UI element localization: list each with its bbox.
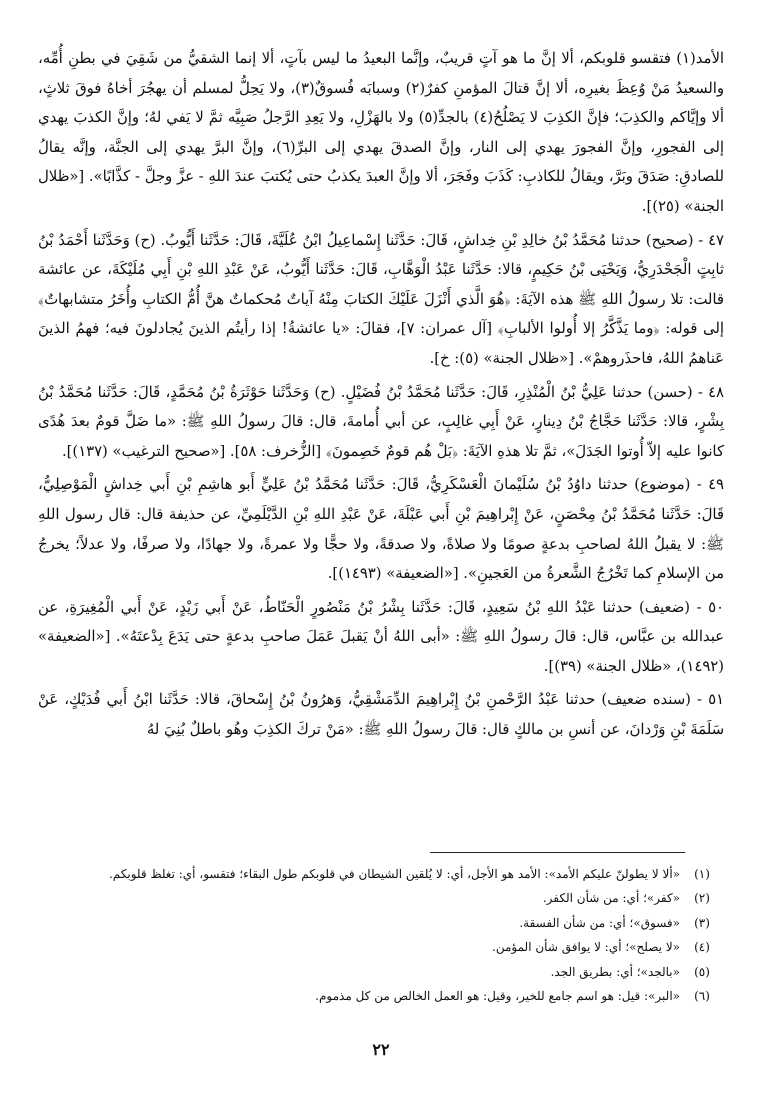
paragraph-hadith-47: ٤٧ - (صحيح) حدثنا مُحَمَّدُ بْنُ خالِدِ بْنِ خِداشٍ، قَالَ: حَدَّثَنا إِسْماعِيلُ ابْنُ عُلَيَّةَ، قَالَ: حَدَّثَنا أَيُّوبُ. (ح) وَحَدَّثَنا أَحْمَدُ بْنُ ثابِتٍ الْجَحْدَرِيُّ، وَيَحْيَى بْنُ حَكِيمٍ، قالا: حَدَّثَنا عَبْدُ الْوَهَّابِ، قَالَ: حَدَّثَنا أَيُّوبُ، عَنْ عَبْدِ اللهِ بْنِ أَبِي مُلَيْكَةَ، عن عائشة قالت: تلا رسولُ اللهِ ﷺ هذه الآيَةَ: ﴿هُوَ الَّذي أَنْزَلَ عَلَيْكَ الكتابَ مِنْهُ آياتٌ مُحكماتٌ هنَّ أُمُّ الكتابِ وأُخَرُ متشابهاتٌ﴾ إلى قوله: ﴿وما يَذَّكَّرُ إلا أُولوا الألبابِ﴾ [آل عمران: ٧]، فقالَ: «يا عائشةُ! إذا رأيتُم الذينَ يُجادلونَ فيه؛ فهمُ الذينَ عَناهمُ اللهُ، فاحذَروهمْ». [«ظلال الجنة» (٥): خ]. bbox=[38, 231, 725, 367]
footnote-number: (٤) bbox=[694, 940, 710, 955]
footnote-text: «كفر»؛ أي: من شأن الكفر. bbox=[542, 891, 680, 906]
paragraph-hadith-48: ٤٨ - (حسن) حدثنا عَلِيُّ بْنُ الْمُنْذِرِ، قَالَ: حَدَّثَنا مُحَمَّدُ بْنُ فُضَيْلٍ. (ح) وَحَدَّثَنا حَوْثَرَةُ بْنُ مُحَمَّدٍ، قَالَ: حَدَّثَنا مُحَمَّدُ بْنُ بِشْرٍ، قالا: حَدَّثَنا حَجَّاجُ بْنُ دِينارٍ، عَنْ أَبِي غالِبٍ، عن أبي أُمامةَ، قال: قالَ رسولُ اللهِ ﷺ: «ما ضَلَّ قومٌ بعدَ هُدًى كانوا عليه إلاّ أُوتوا الجَدَلَ»، ثمَّ تلا هذهِ الآيَةَ: ﴿بَلْ هُم قومٌ خَصِمونَ﴾ [الزُّخرف: ٥٨]. [«صحيح الترغيب» (١٣٧)]. bbox=[38, 383, 724, 460]
footnote-number: (٣) bbox=[694, 915, 710, 930]
footnote-item bbox=[38, 886, 724, 910]
paragraph-hadith-50: ٥٠ - (ضعيف) حدثنا عَبْدُ اللهِ بْنُ سَعِيدٍ، قَالَ: حَدَّثَنا بِشْرُ بْنُ مَنْصُورٍ الْحَنّاطُ، عَنْ أَبي زَيْدٍ، عَنْ أَبي الْمُغِيرَةِ، عن عبدالله بن عبَّاس، قال: قالَ رسولُ اللهِ ﷺ: «أبى اللهُ أنْ يَقبلَ عَمَلَ صاحبِ بدعةٍ حتى يَدَعَ بِدْعتَهُ». [«الضعيفة» (١٤٩٢)، «ظلال الجنة» (٣٩)]. bbox=[38, 598, 724, 675]
main-text bbox=[38, 44, 724, 745]
page-number: ٢٢ bbox=[372, 1040, 390, 1059]
paragraph-hadith-49: ٤٩ - (موضوع) حدثنا داوُدُ بْنُ سُلَيْمانَ الْعَسْكَرِيُّ، قَالَ: حَدَّثَنا مُحَمَّدُ بْنُ عَلِيٍّ أَبو هاشِمِ بْنِ أَبي خِداشٍ الْمَوْصِلِيُّ، قَالَ: حَدَّثَنا مُحَمَّدُ بْنُ مِحْصَنٍ، عَنْ إِبْراهِيمَ بْنِ أَبي عَبْلَةَ، عَنْ عَبْدِ اللهِ بْنِ الدَّيْلَمِيِّ، عن حذيفة قال: قال رسول اللهِ ﷺ: لا يقبلُ اللهُ لصاحبِ بدعةٍ صومًا ولا صلاةً، ولا صدقةً، ولا حجًّا ولا عمرةً، ولا جهادًا، ولا صرفًا، ولا عدلاً؛ يخرجُ من الإسلامِ كما تَخْرُجُ الشَّعرةُ من العَجينِ». [«الضعيفة» (١٤٩٣)]. bbox=[38, 476, 724, 583]
footnote-number: (٢) bbox=[694, 891, 710, 906]
footnote-divider bbox=[430, 852, 685, 853]
footnote-text: «فسوق»؛ أي: من شأن الفسقة. bbox=[519, 915, 680, 930]
footnote-text: «بالجد»؛ أي: بطريق الجد. bbox=[550, 964, 680, 979]
footnote-text: «البر»: قيل: هو اسم جامع للخير، وقيل: هو العمل الخالص من كل مذموم. bbox=[315, 989, 680, 1004]
footnote-text: «لا يصلح»؛ أي: لا يوافق شأن المؤمن. bbox=[492, 940, 680, 955]
paragraph-continued-hadith: الأمد(١) فتقسو قلوبكم، ألا إنَّ ما هو آتٍ قريبٌ، وإنَّما البعيدُ ما ليس بآتٍ، ألا إنما الشقيُّ من شَقِيَ في بطنِ أُمِّه، والسعيدُ مَنْ وُعِظَ بغيرِه، ألا إنَّ قتالَ المؤمنِ كفرٌ(٢) وسبابَه فُسوقٌ(٣)، ولا يَحِلُّ لمسلم أن يهجُرَ أخاهُ فوقَ ثلاثٍ، ألا وإيَّاكم والكذِبَ؛ فإنَّ الكذِبَ لا يَصْلُحُ(٤) بالجدِّ(٥) ولا بالهَزْلِ، ولا يَعِدِ الرَّجلُ صَبِيَّه ثمَّ لا يَفي لهُ؛ وإنَّ الكذبَ يهدي إلى الفجورِ، وإنَّ الفجورَ يهدي إلى النار، وإنَّ الصدقَ يهدي إلى البرِّ(٦)، وإنَّ البرَّ يهدي إلى الجنَّة، وإنَّه يقالُ للصادقِ: صَدَقَ وبَرَّ، ويقالُ للكاذبِ: كَذَبَ وفَجَرَ، ألا وإنَّ العبدَ يكذبُ حتى يُكتبَ عندَ اللهِ - عزَّ وجلَّ - كذَّابًا». [«ظلال الجنة» (٢٥)]. bbox=[38, 50, 725, 215]
footnote-number: (١) bbox=[694, 867, 710, 881]
footnote-item bbox=[38, 911, 724, 935]
paragraph-hadith-51: ٥١ - (سنده ضعيف) حدثنا عَبْدُ الرَّحْمنِ بْنُ إِبْراهِيمَ الدِّمَشْقِيُّ، وَهرُونُ بْنُ إِسْحاقَ، قالا: حَدَّثَنا ابْنُ أَبي فُدَيْكٍ، عَنْ سَلَمَةَ بْنِ وَرْدانَ، عن أنسِ بن مالكٍ قال: قالَ رسولُ اللهِ ﷺ: «مَنْ تركَ الكذِبَ وهُو باطلٌ بُنِيَ لهُ bbox=[38, 691, 724, 739]
footnote-item bbox=[38, 960, 724, 984]
footnote-item bbox=[38, 984, 724, 1008]
footnote-item bbox=[38, 935, 724, 959]
footnote-text: «ألا لا يطولنّ عليكم الأمد»: الأمد هو الأجل، أي: لا يُلقين الشيطان في قلوبكم طول البقاء؛ فتقسو، أي: تغلظ قلوبكم. bbox=[108, 867, 680, 881]
footnote-number: (٦) bbox=[694, 989, 710, 1004]
footnote-item bbox=[38, 862, 724, 886]
footnotes bbox=[38, 862, 724, 1008]
footnote-number: (٥) bbox=[694, 964, 710, 979]
